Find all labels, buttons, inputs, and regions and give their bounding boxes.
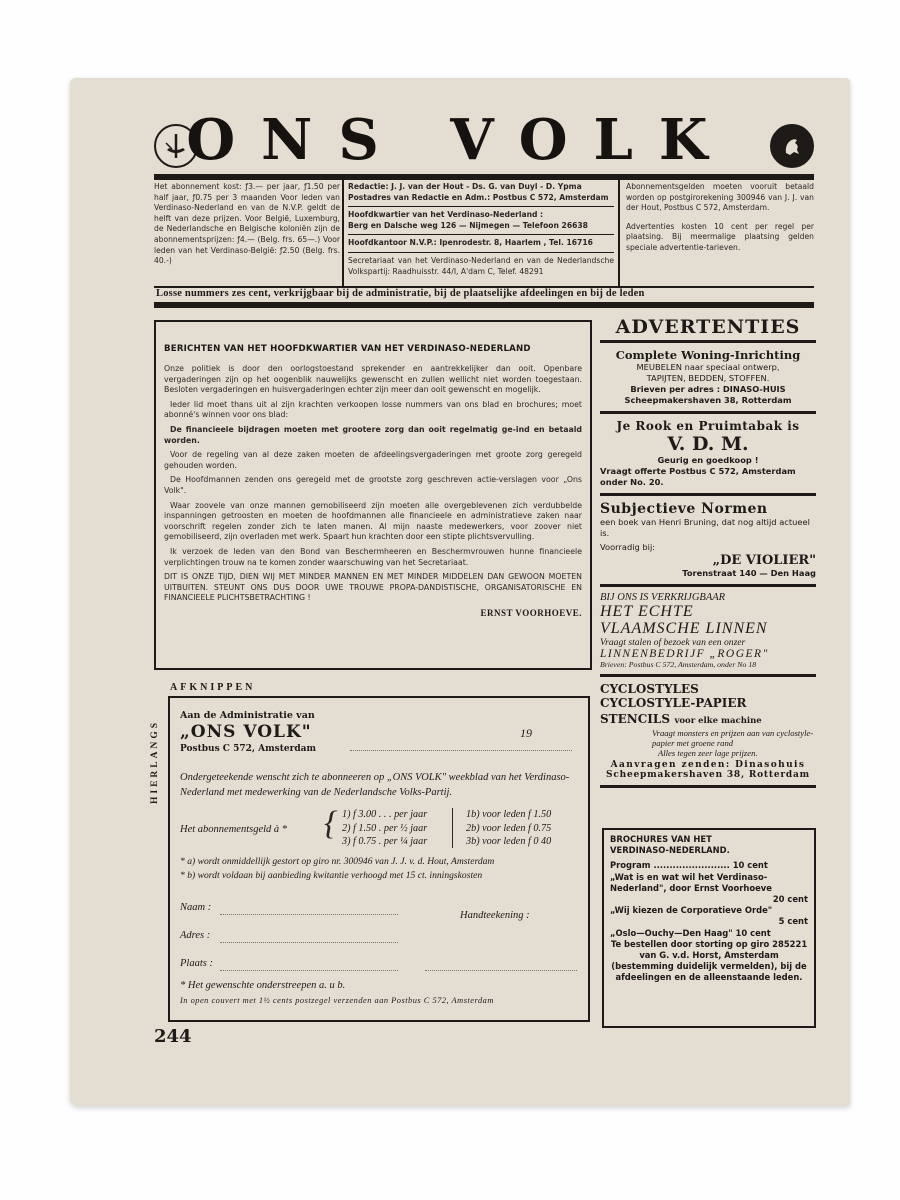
ad-text: Scheepmakershaven 38, Rotterdam xyxy=(606,770,810,780)
coupon-to-address: Postbus C 572, Amsterdam xyxy=(180,744,316,754)
ad-text: Alles tegen zeer lage prijzen. xyxy=(658,748,758,758)
adres-label: Adres : xyxy=(180,930,211,941)
ad-text: Geurig en goedkoop ! xyxy=(657,455,759,465)
ad-normen xyxy=(600,501,816,579)
underline-note: * Het gewenschte onderstreepen a. u b. xyxy=(180,980,346,991)
ads-header: ADVERTENTIES xyxy=(615,316,801,338)
editorial-info xyxy=(348,182,614,277)
lion-nvp-emblem-icon xyxy=(770,124,814,168)
note-a: * a) wordt onmiddellijk gestort op giro nr. 300946 van J. J. v. d. Hout, Amsterdam xyxy=(180,856,495,867)
ad-text: Brieven: Postbus C 572, Amsterdam, onder No 18 xyxy=(600,660,757,669)
hoofdkwartier-line: Hoofdkwartier van het Verdinaso-Nederland : xyxy=(348,210,544,220)
divider xyxy=(600,493,816,496)
divider xyxy=(600,411,816,414)
brochure-price: 20 cent xyxy=(772,894,808,905)
ad-normen-title: Subjectieve Normen xyxy=(600,501,768,517)
page-number: 244 xyxy=(154,1026,192,1047)
ad-text: CYCLOSTYLE-PAPIER xyxy=(600,696,747,710)
date-year-prefix: 19 xyxy=(520,726,532,740)
divider xyxy=(600,785,816,788)
losse-nummers-banner: Losse nummers zes cent, verkrijgbaar bij de administratie, bij de plaatselijke afdeelingen en bij de leden xyxy=(156,288,645,299)
brochures-title: BROCHURES VAN HET xyxy=(610,834,712,844)
column-divider xyxy=(342,178,344,286)
ad-text: Vraagt monsters en prijzen aan van cyclostyle-papier met groene rand xyxy=(652,728,814,748)
ad-text: LINNENBEDRIJF „ROGER" xyxy=(600,648,769,660)
subscription-info: Het abonnement kost: ƒ3.— per jaar, ƒ1.50 per half jaar, ƒ0.75 per 3 maanden Voor leden van Verdinaso-Nederland en van de N.V.P. geldt de helft van deze prijzen. Voor België, Luxemburg, de Nederlandsche en Belgische koloniën zijn de abonnementsprijzen: ƒ4.— (Belg. frs. 65—.) Voor leden van het Verdinaso-België: ƒ2.50 (Belg. frs. 40.-) xyxy=(154,182,340,266)
hoofdkantoor-line: Hoofdkantoor N.V.P.: Ipenrodestr. 8, Haarlem , Tel. 16716 xyxy=(348,238,593,248)
brochure-price: 5 cent xyxy=(778,916,808,927)
options-divider xyxy=(452,808,453,848)
ad-text: onder No. 20. xyxy=(600,477,664,487)
ad-text: BIJ ONS IS VERKRIJGBAAR xyxy=(600,592,726,603)
advertenties-rates-text: Advertenties kosten 10 cent per regel per plaatsing. Bij meermalige plaatsing gelden speciale advertentie-tarieven. xyxy=(626,221,814,252)
masthead-title: ONS VOLK xyxy=(186,107,734,173)
payment-info xyxy=(626,182,814,254)
article-paragraph: De Hoofdmannen zenden ons geregeld met de grootste zorg geschreven actie-verslagen voor „Ons Volk". xyxy=(164,475,582,495)
ad-text: een boek van Henri Bruning, dat nog altijd actueel is. xyxy=(600,517,810,538)
ad-text: TAPIJTEN, BEDDEN, STOFFEN. xyxy=(646,373,770,383)
brochure-item: „Wat is en wat wil het Verdinaso-Nederland", door Ernst Voorhoeve xyxy=(610,871,772,893)
hoofdkwartier-address: Berg en Dalsche weg 126 — Nijmegen — Telefoon 26638 xyxy=(348,220,588,230)
ad-text: Voorradig bij: xyxy=(600,542,656,552)
masthead-rule xyxy=(154,174,814,180)
fee-options-left xyxy=(342,808,427,849)
plaats-field[interactable] xyxy=(220,958,398,971)
fee-options-right xyxy=(466,808,551,849)
option-1b[interactable]: 1b) voor leden f 1.50 xyxy=(466,809,552,820)
column-divider xyxy=(618,178,620,286)
secretariaat-line: Secretariaat van het Verdinaso-Nederland en van de Nederlandsche Volkspartij: Raadhuisstr. 44/I, A'dam C, Telef. 48291 xyxy=(348,255,614,276)
redactie-line: Redactie: J. J. van der Hout - Ds. G. van Duyl - D. Ypma xyxy=(348,182,582,191)
brochure-item: „Wij kiezen de Corporatieve Orde" xyxy=(610,905,773,916)
divider xyxy=(600,584,816,587)
ad-text: VLAAMSCHE LINNEN xyxy=(600,620,768,637)
newspaper-page xyxy=(70,78,850,1106)
signature-field[interactable] xyxy=(425,958,577,971)
ad-cyclostyles xyxy=(600,682,816,780)
brochures-box xyxy=(602,828,816,1028)
coupon-to-line: Aan de Administratie van xyxy=(180,710,315,721)
article-title: BERICHTEN VAN HET HOOFDKWARTIER VAN HET VERDINASO-NEDERLAND xyxy=(164,344,531,354)
option-2b[interactable]: 2b) voor leden f 0.75 xyxy=(466,822,552,834)
article-paragraph-bold: De financieele bijdragen moeten met grootere zorg dan ooit regelmatig ge-ind en betaald worden. xyxy=(164,424,582,445)
article-paragraph: Ieder lid moet thans uit al zijn krachten verkoopen losse nummers van ons blad en brochures; moet abonné's winnen voor ons blad: xyxy=(164,399,582,420)
option-1[interactable]: 1) f 3.00 . . . per jaar xyxy=(342,809,428,820)
ad-text: Scheepmakershaven 38, Rotterdam xyxy=(624,395,792,405)
option-2[interactable]: 2) f 1.50 . per ½ jaar xyxy=(342,822,428,834)
afknippen-label: AFKNIPPEN xyxy=(170,682,256,693)
brochure-item: „Oslo—Ouchy—Den Haag" 10 cent xyxy=(610,927,771,938)
ad-text: Vraagt stalen of bezoek van een onzer xyxy=(600,637,746,648)
brochures-title: VERDINASO-NEDERLAND. xyxy=(610,845,730,856)
option-3b[interactable]: 3b) voor leden f 0 40 xyxy=(466,836,552,847)
naam-label: Naam : xyxy=(180,902,212,913)
ad-vdm xyxy=(600,419,816,488)
article-closing: DIT IS ONZE TIJD, DIEN WIJ MET MINDER MANNEN EN MET MINDER MIDDELEN DAN GEWOON MOETEN UITBUITEN. STEUNT ONS DUS DOOR UWE TROUWE PROPA-DANDISTISCHE, ORGANISATORISCHE EN FINANCIEELE PLICHTSBETRACHTING ! xyxy=(164,572,582,603)
divider xyxy=(154,302,814,308)
coupon-intro: Ondergeteekende wenscht zich te abonneeren op „ONS VOLK" weekblad van het Verdinaso-Nederland met medewerking van de Nederlandsche Volks-Partij. xyxy=(180,772,570,798)
postadres-line: Postadres van Redactie en Adm.: Postbus C 572, Amsterdam xyxy=(348,192,609,202)
ad-text: MEUBELEN naar speciaal ontwerp, xyxy=(636,362,780,372)
ad-text: HET ECHTE xyxy=(600,603,694,620)
adres-field[interactable] xyxy=(220,930,398,943)
ad-text: Vraagt offerte Postbus C 572, Amsterdam xyxy=(600,466,796,476)
ad-text: voor elke machine xyxy=(674,716,762,726)
abonnementsgelden-text: Abonnementsgelden moeten vooruit betaald worden op postgirorekening 300946 van J. J. van der Hout, Postbus C 572, Amsterdam. xyxy=(626,182,814,213)
article-paragraph: Voor de regeling van al deze zaken moeten de afdeelingsvergaderingen met groote zorg geregeld gehouden worden. xyxy=(164,450,582,470)
subscription-coupon xyxy=(168,696,590,1022)
announcement-box xyxy=(154,320,592,670)
ad-text: Aanvragen zenden: Dinasohuis xyxy=(610,760,806,770)
fee-label: Het abonnementsgeld à * xyxy=(180,824,288,835)
ad-vdm-brand: V. D. M. xyxy=(667,433,749,455)
note-b: * b) wordt voldaan bij aanbieding kwitantie verhoogd met 15 ct. inningskosten xyxy=(180,870,483,881)
mail-note: In open couvert met 1½ cents postzegel verzenden aan Postbus C 572, Amsterdam xyxy=(180,996,494,1005)
option-3[interactable]: 3) f 0.75 . per ¼ jaar xyxy=(342,836,428,847)
ad-text: CYCLOSTYLES xyxy=(600,682,699,696)
coupon-to-name: „ONS VOLK" xyxy=(180,722,312,742)
divider xyxy=(600,674,816,677)
plaats-label: Plaats : xyxy=(180,958,213,969)
divider xyxy=(600,340,816,343)
ad-text: Brieven per adres : DINASO-HUIS xyxy=(630,384,786,394)
ad-linnen xyxy=(600,592,816,669)
handteekening-label: Handteekening : xyxy=(460,910,530,921)
advertisements-column xyxy=(600,316,816,793)
ad-text: Torenstraat 140 — Den Haag xyxy=(682,568,816,578)
ad-woning-title: Complete Woning-Inrichting xyxy=(615,348,801,362)
ad-text: STENCILS xyxy=(600,712,670,726)
date-field[interactable] xyxy=(350,738,572,751)
article-paragraph: Onze politiek is door den oorlogstoestand sprekender en aantrekkelijker dan ooit. Openbare vergaderingen zijn op het oogenblik nauwelijks gewenscht en zullen wellicht niet worden toegestaan. Besloten vergaderingen en huisvergaderingen echter zijn meer dan ooit gewenscht en mogelijk. xyxy=(164,364,582,395)
hierlangs-label: HIERLANGS xyxy=(150,719,160,804)
article-paragraph: Waar zoovele van onze mannen gemobiliseerd zijn moeten alle overgeblevenen zich verdubbelde inspanningen getroosten en moeten de hoofdmannen alle financieele en administratieve zaken naar voorschrift regelen zonder zich te laten manen. Al mijn naaste medewerkers, voor zoover niet gemobiliseerd, zijn overladen met werk. Spaart hun krachten door een stipte plichtsvervulling. xyxy=(164,500,582,542)
brace-icon: { xyxy=(324,805,338,842)
ad-normen-shop: „DE VIOLIER" xyxy=(712,553,816,568)
ad-woning xyxy=(600,348,816,406)
article-paragraph: Ik verzoek de leden van den Bond van Beschermheeren en Beschermvrouwen hunne financieele verplichtingen trouw na te komen zonder waarschuwing van het Secretariaat. xyxy=(164,546,582,567)
brochure-item: Program ........................ 10 cent xyxy=(610,860,768,871)
brochure-order-info: Te bestellen door storting op giro 285221 van G. v.d. Horst, Amsterdam (bestemming duidelijk vermelden), bij de afdeelingen en de alleenstaande leden. xyxy=(610,938,808,983)
article-signature: ERNST VOORHOEVE. xyxy=(480,607,582,618)
ad-vdm-title: Je Rook en Pruimtabak is xyxy=(616,419,800,433)
naam-field[interactable] xyxy=(220,902,398,915)
